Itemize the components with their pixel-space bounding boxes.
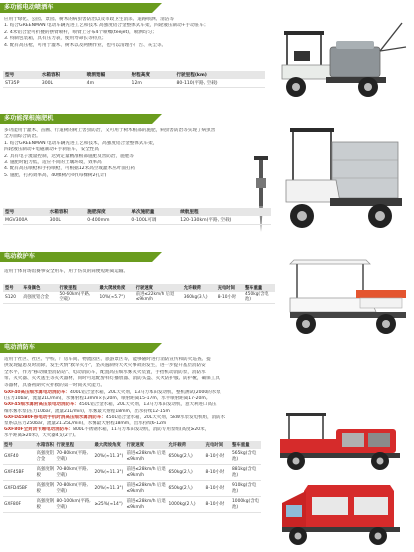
section-fire-truck	[0, 343, 414, 550]
spec-table	[3, 208, 271, 225]
description-line: 4. 配有高压喷枪和手持喷枪，可根据12米高空或灌木丛叶面打药	[4, 166, 136, 172]
enclosed-fire-truck-image	[278, 479, 410, 547]
description-line: 1. 结合GREENMAN 电动车辆先进工艺和技术 高强度铝合金整体式车架，四轮液压制动+手动驻车；	[4, 23, 209, 29]
col-header: 施肥深度	[85, 208, 129, 216]
description-line: 全水平，作为"移动微型消防站"、电动消防车，配置高压细水雾灭火装置，手抬机动消防泵，消防水	[4, 369, 206, 375]
col-header: 充电时间	[205, 441, 231, 449]
description-line: 4. 配有高压枪，可用于灌木、树木以及两侧作业，也可以清理小广告、灰尘等。	[4, 42, 167, 48]
description-line: 1. 结合GREENMAN 电动车辆先进工艺和技术，高强度铝合金整体式车架，	[4, 140, 158, 146]
description-line: 适用于社区、社区、学校、厂房车间、物流园区、旅游景区等，能够随时进行消防宣传和防火巡查。提	[4, 357, 211, 362]
spec-table	[3, 284, 275, 304]
col-header: 单次施肥量	[129, 208, 178, 216]
table-row: GXF40 高强度铝合金 70-80km(平路, 空载) 20%(≈11.3°) 前进≤28km/h 后退≤9km/h 650kg(2人) 8-10小时 565kg(含电池)	[3, 449, 261, 465]
col-header: 喷洒宽幅	[85, 71, 130, 79]
col-header: 水箱容积	[36, 443, 55, 448]
section-spray-vehicle	[0, 3, 414, 103]
feature-line: 水平距离≥20米)，天火器4支(2个)。	[4, 433, 79, 439]
col-header: 行驶里程	[58, 284, 98, 292]
section-title: 多功能电动喷洒车	[0, 3, 152, 13]
section-title: 多功能深根施肥机	[0, 114, 152, 124]
col-header: 型号	[3, 71, 40, 79]
spec-table	[3, 441, 261, 513]
feature-line: (压力10bar，流量21L/min)，水雾射程13mm×长20m，喷射距离15-17m，水平喷射距离17-20m。	[4, 396, 211, 402]
description	[4, 17, 266, 49]
col-header: 允许载荷	[167, 441, 204, 449]
section-title: 电动消防车	[0, 343, 152, 353]
description-line: 2. 4米铝合金可折叠的摆臂喷杆，喷臂上分布4个喷嘴(teejet)，喷洒均匀；	[4, 29, 157, 35]
col-header: 型号	[3, 208, 48, 216]
fire-truck-red-image	[276, 409, 410, 473]
description-line: 3. 特制包装箱，具有压力表，使用寿命长等特点；	[4, 36, 107, 42]
col-header: 车身颜色	[21, 284, 57, 292]
description-line: 适用于体育场馆赛事安全用车，用于伤员的简便短距离运输。	[4, 269, 129, 274]
section-ambulance	[0, 252, 414, 340]
spec-table	[3, 71, 265, 88]
col-header: 射程高度	[130, 71, 175, 79]
table-row: GXF80F 高强度钢板 80-100km(平路, 空载) ≥25%(≈14°) 前进≤28km/h 后退≤9km/h 1000kg(2人) 8-10小时 1000kg(含电池)	[3, 497, 261, 513]
col-header: 整车重量	[243, 284, 275, 292]
table-row: MGV300A 300L 0-400mm 0-100L可调 120-130km(平路, 空载)	[3, 216, 271, 225]
table-row: GXFD45BF 高强度钢板 70-80km(平路, 空载) 20%(≈11.3°) 前进≤28km/h 后退≤9km/h 650kg(2人) 8-10小时 910kg(含电池)	[3, 481, 261, 497]
description-line: 多功能用于灌木、苗圃、行道树的树上害虫防治，又可用于树木根部的施肥，病虫害防治等实现了病虫害	[4, 128, 216, 133]
description	[4, 269, 266, 275]
table-row: ST35P 300L 4m 12m 80-110(平路, 空载)	[3, 79, 265, 88]
col-header: 允许载荷	[182, 284, 216, 292]
col-header: 水箱容积	[40, 71, 85, 79]
col-header: 型号	[3, 284, 21, 292]
col-header: 水箱容积	[48, 208, 86, 216]
feature-line: GXFD45B0F移电动手机时消高压细水雾消防车：450L铝合金水箱，20L天火剂，5kW水泵发电机组，消防水	[4, 414, 226, 420]
section-title: 电动救护车	[0, 252, 152, 262]
description	[4, 357, 270, 389]
description-line: 5. 施肥，打药效率高，40棵树/小时(每棵树2孔计)	[4, 172, 107, 178]
col-header: 最大爬坡角度	[93, 441, 125, 449]
col-header: 最大爬坡角度	[98, 284, 134, 292]
col-header: 行驶速度	[134, 284, 182, 292]
description-line: 3. 施肥时阻力低，适应不同的土壤环境，效率高	[4, 160, 102, 166]
feature-line: GXF80F全封闭卡厢电动消防车：800L不锈钢水箱，11马力本田发动机，消防专用泵组(高度≥20米，	[4, 427, 210, 433]
description-line: 应用于绿化、公园、景园、树木的病虫害防治以及市政卫生消杀、道路喷洒、清洁等	[4, 17, 174, 22]
col-header: 行驶里程(km)	[174, 71, 265, 79]
col-header: 充电时间	[216, 284, 243, 292]
feature-line: 泵系以压力250bar，流量21.25L/min)，水雾最大射程18mm，出水持续6-12m	[4, 421, 167, 427]
description-line: 全方面综合防治。	[4, 134, 41, 140]
feature-list	[4, 390, 270, 440]
col-header: 行驶里程	[55, 441, 93, 449]
description-line: 带、灭火器、灭火逃生等灭火器材，同时可选配警样灯播放器、消防头盔、灭火防护服、防护靴，确保工具	[4, 376, 220, 382]
feature-line: GXF40高压细水雾电动消防车：400L铝合金水箱，20L天火剂，13马力本田发动机，整机测试(2000的水泵	[4, 390, 221, 395]
section-fertilizer-vehicle	[0, 114, 414, 244]
description-line: 四轮液压制动+电磁制动+手刹驻车，安全性高	[4, 147, 99, 153]
description-line: 2. 具有电子流量控制，达到定量精准根部施肥及害防治，施肥等	[4, 153, 134, 159]
col-header: 续航里程	[178, 208, 271, 216]
table-row: GXF45BF 高强度钢板 70-80km(平路, 空载) 20%(≈11.3°) 前进≤28km/h 后退≤9km/h 650kg(2人) 8-10小时 881kg(含电池)	[3, 465, 261, 481]
fertilizer-vehicle-image	[282, 120, 410, 238]
ambulance-cart-image	[286, 254, 410, 338]
description-line: 等器材，具备初期火灾扑救的第一时间灭火能力。	[4, 382, 106, 388]
feature-line: 细水雾水泵(压力10bar，流量21L/min)，水雾最大射程18mm，出水持续12-15m	[4, 408, 170, 414]
spray-vehicle-image	[274, 7, 410, 103]
col-header: 行驶速度	[125, 441, 167, 449]
col-header: 型号	[3, 441, 35, 449]
feature-line: GXF45细水雾附高压泵电动消防车：450L铝合金水箱，20L天火剂，13马力本田发动机，意大利进口高压	[4, 402, 217, 408]
table-row: S120 高强度铝合金 50-60km(平路, 空载) 10%(≈5.7°) 前进≤22km/h 后退≤9km/h 360kg(3人) 8-10小时 450kg(含电池)	[3, 292, 275, 303]
description-line: 供发现隐患及时消除，发生火情"救早灭小"，坚决遏制特大火灾事故的发生，进一步提升基层消防安	[4, 363, 206, 369]
col-header: 整车重量	[231, 441, 261, 449]
